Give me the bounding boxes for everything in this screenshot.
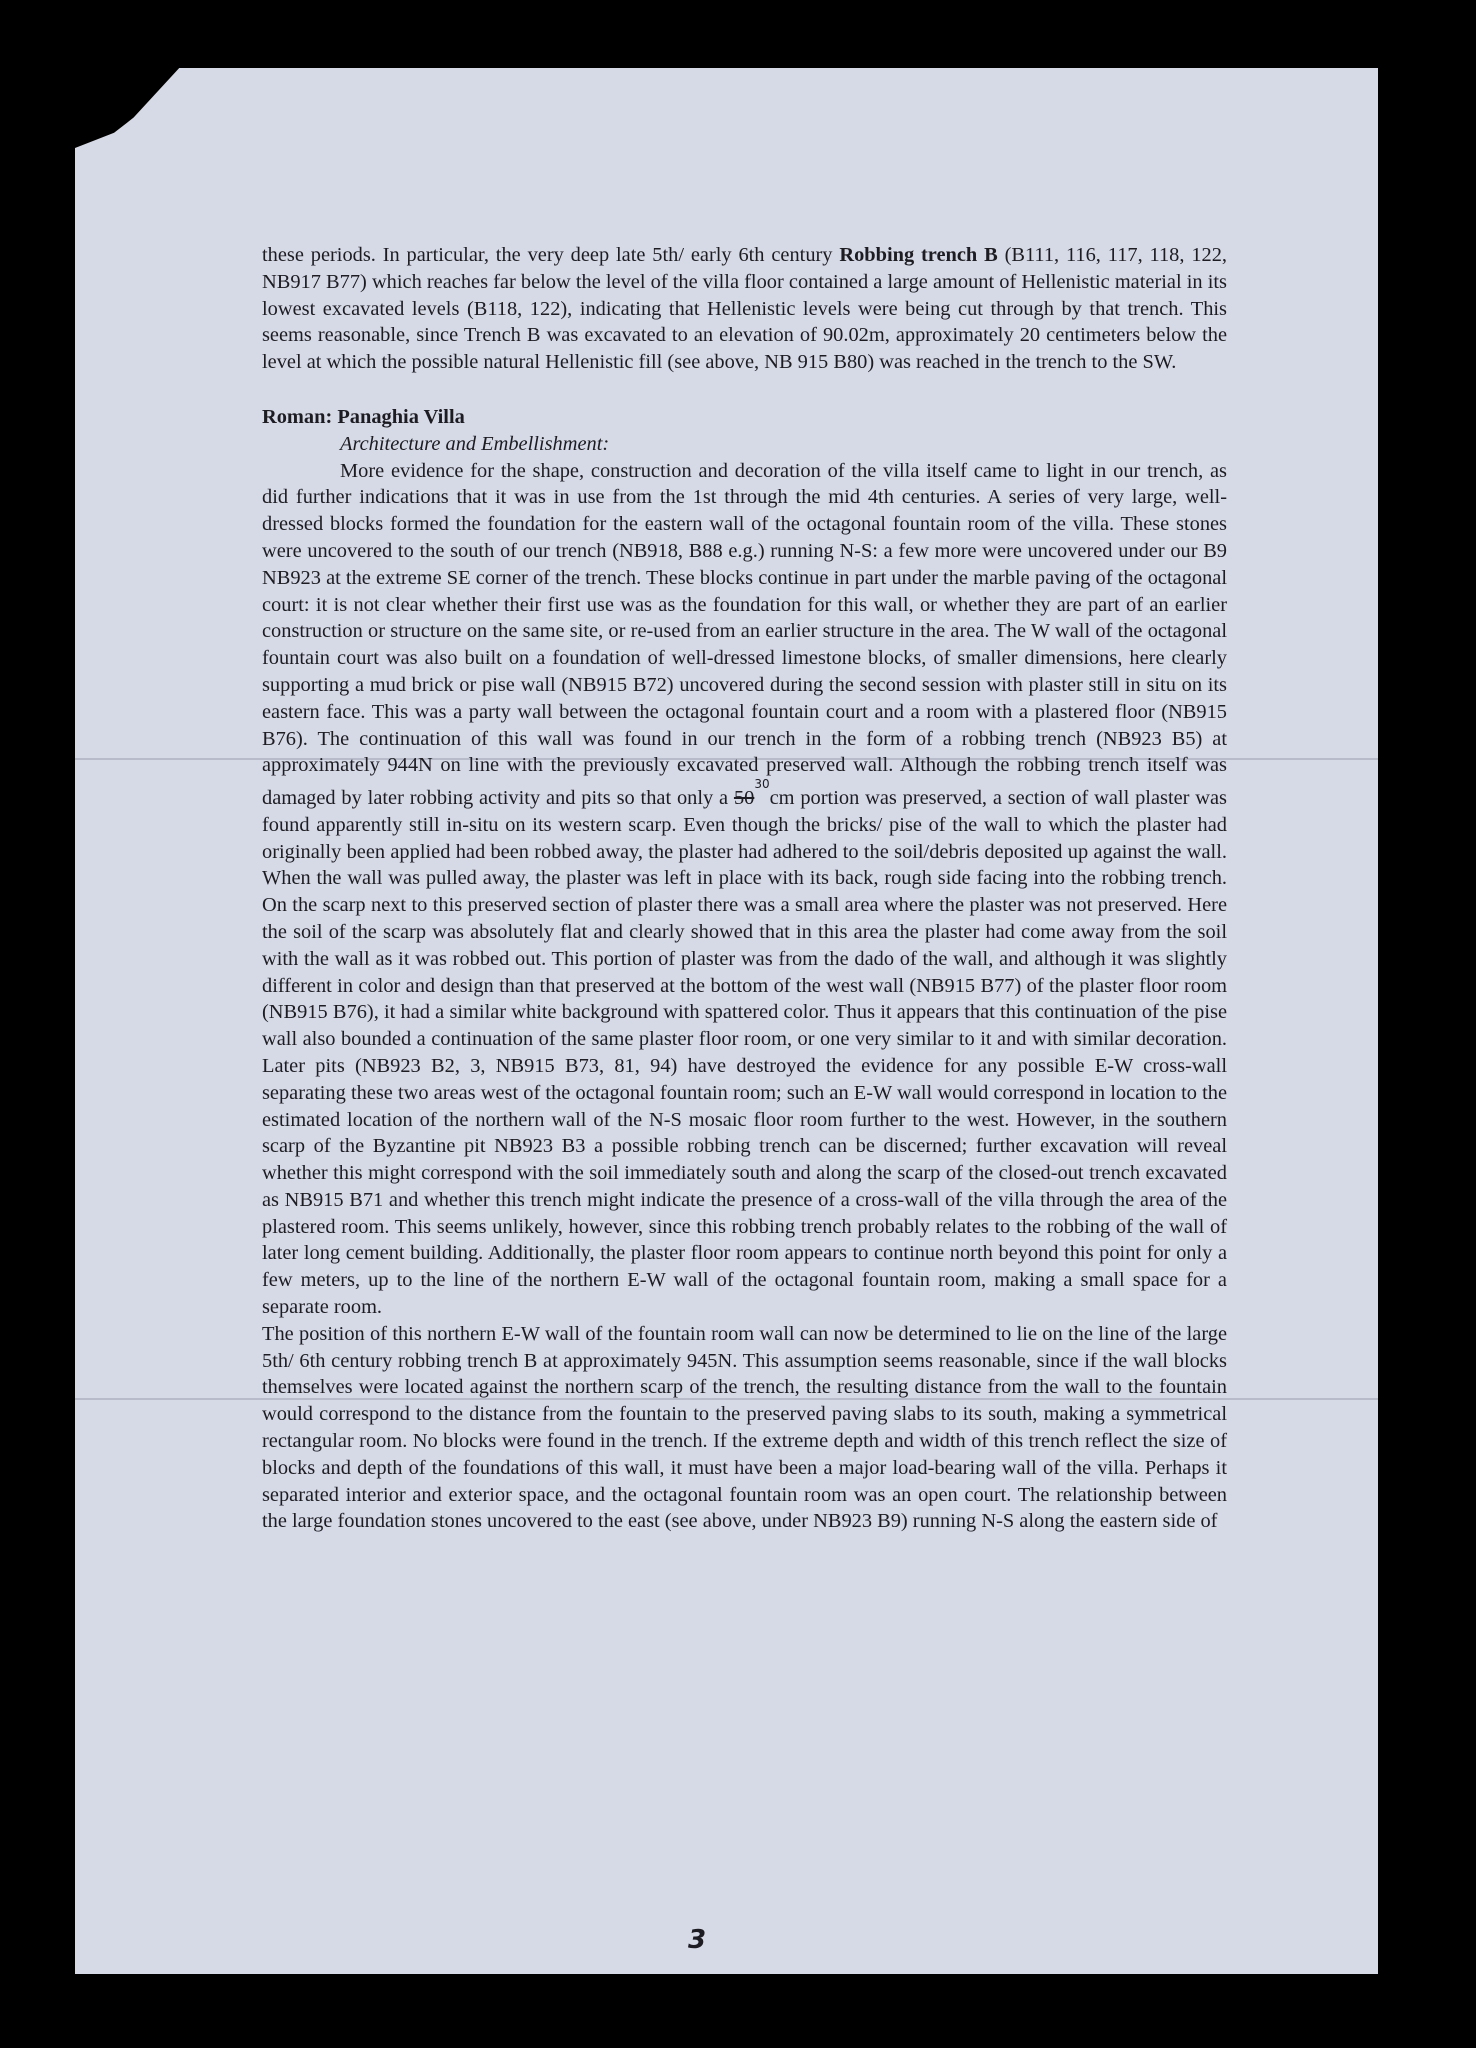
struck-value: 50 — [733, 786, 755, 809]
subheading: Architecture and Embellishment: — [340, 432, 610, 455]
page-number: 3 — [688, 1925, 707, 1955]
section-heading: Roman: Panaghia Villa — [262, 405, 465, 428]
handwritten-correction: 30 — [754, 777, 770, 792]
document-body — [262, 242, 1227, 1535]
intro-paragraph: these periods. In particular, the very deep late 5th/ early 6th century Robbing trench B (B111, 116, 117, 118, 122, NB917 B77) which reaches far below the level of the villa floor contained a large amount of Hellenistic material in its lowest excavated levels (B118, 122), indicating that Hellenistic levels were being cut through by that trench. This seems reasonable, since Trench B was excavated to an elevation of 90.02m, approximately 20 centimeters below the level at which the possible natural Hellenistic fill (see above, NB 915 B80) was reached in the trench to the SW. — [262, 244, 1227, 374]
paragraph-1: More evidence for the shape, construction and decoration of the villa itself came to light in our trench, as did further indications that it was in use from the 1st through the mid 4th centuries. A series of very large, well-dressed blocks formed the foundation for the eastern wall of the octagonal fountain room of the villa. These stones were uncovered to the south of our trench (NB918, B88 e.g.) running N-S: a few more were uncovered under our B9 NB923 at the extreme SE corner of the trench. These blocks continue in part under the marble paving of the octagonal court: it is not clear whether their first use was as the foundation for this wall, or whether they are part of an earlier construction or structure on the same site, or re-used from an earlier structure in the area. The W wall of the octagonal fountain court was also built on a foundation of well-dressed limestone blocks, of smaller dimensions, here clearly supporting a mud brick or pise wall (NB915 B72) uncovered during the second session with plaster still in situ on its eastern face. This was a party wall between the octagonal fountain court and a room with a plastered floor (NB915 B76). The continuation of this wall was found in our trench in the form of a robbing trench (NB923 B5) at approximately 944N on line with the previously excavated preserved wall. Although the robbing trench itself was damaged by later robbing activity and pits so that only a 50$^{30}$cm portion was preserved, a section of wall plaster was found apparently still in-situ on its western scarp. Even though the bricks/ pise of the wall to which the plaster had originally been applied had been robbed away, the plaster had adhered to the soil/debris deposited up against the wall. When the wall was pulled away, the plaster was left in place with its back, rough side facing into the robbing trench. On the scarp next to this preserved section of plaster there was a small area where the plaster was not preserved. Here the soil of the scarp was absolutely flat and clearly showed that in this area the plaster had come away from the soil with the wall as it was robbed out. This portion of plaster was from the dado of the wall, and although it was slightly different in color and design than that preserved at the bottom of the west wall (NB915 B77) of the plaster floor room (NB915 B76), it had a similar white background with spattered color. Thus it appears that this continuation of the pise wall also bounded a continuation of the same plaster floor room, or one very similar to it and with similar decoration. Later pits (NB923 B2, 3, NB915 B73, 81, 94) have destroyed the evidence for any possible E-W cross-wall separating these two areas west of the octagonal fountain room; such an E-W wall would correspond in location to the estimated location of the northern wall of the N-S mosaic floor room further to the west. However, in the southern scarp of the Byzantine pit NB923 B3 a possible robbing trench can be discerned; further excavation will reveal whether this might correspond with the soil immediately south and along the scarp of the closed-out trench excavated as NB915 B71 and whether this trench might indicate the presence of a cross-wall of the villa through the area of the plastered room. This seems unlikely, however, since this robbing trench probably relates to the robbing of the wall of later long cement building. Additionally, the plaster floor room appears to continue north beyond this point for only a few meters, up to the line of the northern E-W wall of the octagonal fountain room, making a small space for a separate room. — [262, 459, 1227, 1319]
paragraph-gap — [262, 376, 1227, 404]
robbing-trench-term: Robbing trench B — [839, 244, 998, 266]
paragraph-2: The position of this northern E-W wall of the fountain room wall can now be determined to lie on the line of the large 5th/ 6th century robbing trench B at approximately 945N. This assumption seems reasonable, since if the wall blocks themselves were located against the northern scarp of the trench, the resulting distance from the wall to the fountain would correspond to the distance from the fountain to the preserved paving slabs to its south, making a symmetrical rectangular room. No blocks were found in the trench. If the extreme depth and width of this trench reflect the size of blocks and depth of the foundations of this wall, it must have been a major load-bearing wall of the villa. Perhaps it separated interior and exterior space, and the octagonal fountain room was an open court. The relationship between the large foundation stones uncovered to the east (see above, under NB923 B9) running N-S along the eastern side of — [262, 1322, 1227, 1533]
